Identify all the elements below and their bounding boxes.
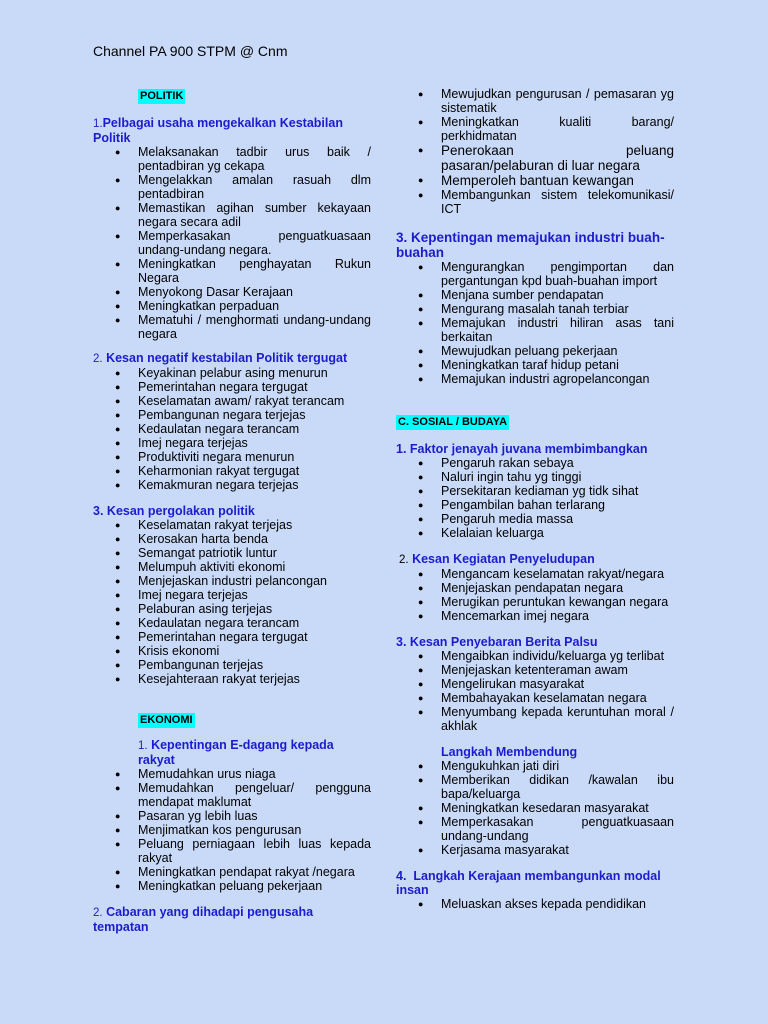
list-item: ● Mengelakkan amalan rasuah dlm pentadbiran: [93, 173, 371, 201]
section-title: 3. Kepentingan memajukan industri buah-buahan: [396, 230, 665, 260]
list-item: ● Memberikan didikan /kawalan ibu bapa/keluarga: [396, 773, 674, 801]
list-item: ● Menjejaskan pendapatan negara: [396, 581, 674, 595]
list-item: ● Meluaskan akses kepada pendidikan: [396, 897, 674, 911]
list: [93, 518, 371, 686]
list-item: ● Memastikan agihan sumber kekayaan negara secara adil: [93, 201, 371, 229]
list-item: ● Membangunkan sistem telekomunikasi/ ICT: [396, 188, 674, 216]
section-title: 4. Langkah Kerajaan membangunkan modal insan: [396, 869, 661, 897]
list-item: ● Memajukan industri hiliran asas tani berkaitan: [396, 316, 674, 344]
list-item: ● Mewujudkan peluang pekerjaan: [396, 344, 674, 358]
list-item: ● Mencemarkan imej negara: [396, 609, 674, 623]
list-item: ● Keharmonian rakyat tergugat: [93, 464, 371, 478]
list-item: ● Kelalaian keluarga: [396, 526, 674, 540]
list-item: ● Peluang perniagaan lebih luas kepada rakyat: [93, 837, 371, 865]
list-item: ● Memajukan industri agropelancongan: [396, 372, 674, 386]
politik-tag: POLITIK: [140, 90, 184, 102]
list-item: ● Mewujudkan pengurusan / pemasaran yg sistematik: [396, 87, 674, 115]
section-title: 1. Faktor jenayah juvana membimbangkan: [396, 442, 648, 456]
list-item: ● Mematuhi / menghormati undang-undang negara: [93, 313, 371, 341]
list-item: ● Menyokong Dasar Kerajaan: [93, 285, 371, 299]
list-item: ● Naluri ingin tahu yg tinggi: [396, 470, 674, 484]
sosial-tag: C. SOSIAL / BUDAYA: [398, 416, 508, 428]
list-item: ● Mengurangkan pengimportan dan pergantungan kpd buah-buahan import: [396, 260, 674, 288]
list: [396, 897, 674, 911]
list-item: ● Mengukuhkan jati diri: [396, 759, 674, 773]
list-item: ● Meningkatkan peluang pekerjaan: [93, 879, 371, 893]
list: [396, 456, 674, 540]
section-title: 2. Kesan Kegiatan Penyeludupan: [399, 552, 595, 566]
list-item: ● Menjana sumber pendapatan: [396, 288, 674, 302]
list-item: ● Melumpuh aktiviti ekonomi: [93, 560, 371, 574]
list-item: ● Keyakinan pelabur asing menurun: [93, 366, 371, 380]
list: [93, 145, 371, 341]
list-item: ● Mengancam keselamatan rakyat/negara: [396, 567, 674, 581]
list-item: ● Meningkatkan kualiti barang/ perkhidmatan: [396, 115, 674, 143]
list-item: ● Persekitaran kediaman yg tidk sihat: [396, 484, 674, 498]
list-item: ● Kedaulatan negara terancam: [93, 422, 371, 436]
list: [396, 87, 674, 216]
list-item: ● Mengelirukan masyarakat: [396, 677, 674, 691]
list-item: ● Meningkatkan penghayatan Rukun Negara: [93, 257, 371, 285]
list-item: ● Semangat patriotik luntur: [93, 546, 371, 560]
list-item: ● Merugikan peruntukan kewangan negara: [396, 595, 674, 609]
list-item: ● Krisis ekonomi: [93, 644, 371, 658]
section-title: 1. Kepentingan E-dagang kepada rakyat: [138, 738, 334, 767]
list-item: ● Meningkatkan kesedaran masyarakat: [396, 801, 674, 815]
list-item: ● Kemakmuran negara terjejas: [93, 478, 371, 492]
list-item: ● Keselamatan rakyat terjejas: [93, 518, 371, 532]
left-column: [93, 86, 371, 934]
list-item: ● Pembangunan negara terjejas: [93, 408, 371, 422]
list-item: ● Mengurang masalah tanah terbiar: [396, 302, 674, 316]
list-item: ● Pelaburan asing terjejas: [93, 602, 371, 616]
section-title: 3. Kesan Penyebaran Berita Palsu: [396, 635, 598, 649]
list-item: ● Kedaulatan negara terancam: [93, 616, 371, 630]
section-title: 3. Kesan pergolakan politik: [93, 504, 255, 518]
list-item: ● Melaksanakan tadbir urus baik / pentadbiran yg cekapa: [93, 145, 371, 173]
list-item: ● Imej negara terjejas: [93, 588, 371, 602]
list-item: ● Menjejaskan ketenteraman awam: [396, 663, 674, 677]
list-item: ● Penerokaan peluang pasaran/pelaburan di luar negara: [396, 143, 674, 173]
list: [396, 649, 674, 733]
ekonomi-tag: EKONOMI: [140, 714, 193, 726]
list: [396, 260, 674, 386]
list: [93, 366, 371, 492]
list-item: ● Keselamatan awam/ rakyat terancam: [93, 394, 371, 408]
list-item: ● Kerosakan harta benda: [93, 532, 371, 546]
page-header: Channel PA 900 STPM @ Cnm: [93, 43, 288, 59]
list-item: ● Memperoleh bantuan kewangan: [396, 173, 674, 188]
list: [396, 759, 674, 857]
list-item: ● Pengaruh media massa: [396, 512, 674, 526]
list-item: ● Menjimatkan kos pengurusan: [93, 823, 371, 837]
section-title: 2. Cabaran yang dihadapi pengusaha tempatan: [93, 905, 314, 934]
list-item: ● Pasaran yg lebih luas: [93, 809, 371, 823]
list-item: ● Menjejaskan industri pelancongan: [93, 574, 371, 588]
list-item: ● Imej negara terjejas: [93, 436, 371, 450]
list: [396, 567, 674, 623]
list-item: ● Menyumbang kepada keruntuhan moral / akhlak: [396, 705, 674, 733]
list-item: ● Memperkasakan penguatkuasaan undang-undang: [396, 815, 674, 843]
list-item: ● Memperkasakan penguatkuasaan undang-undang negara.: [93, 229, 371, 257]
list-item: ● Pengambilan bahan terlarang: [396, 498, 674, 512]
list: [93, 767, 371, 893]
list-item: ● Mengaibkan individu/keluarga yg terlibat: [396, 649, 674, 663]
list-item: ● Pemerintahan negara tergugat: [93, 380, 371, 394]
section-title: Langkah Membendung: [441, 745, 578, 759]
list-item: ● Kerjasama masyarakat: [396, 843, 674, 857]
list-item: ● Meningkatkan taraf hidup petani: [396, 358, 674, 372]
list-item: ● Meningkatkan perpaduan: [93, 299, 371, 313]
list-item: ● Pembangunan terjejas: [93, 658, 371, 672]
list-item: ● Memudahkan pengeluar/ pengguna mendapat maklumat: [93, 781, 371, 809]
list-item: ● Produktiviti negara menurun: [93, 450, 371, 464]
list-item: ● Pengaruh rakan sebaya: [396, 456, 674, 470]
list-item: ● Pemerintahan negara tergugat: [93, 630, 371, 644]
section-title: 1.Pelbagai usaha mengekalkan Kestabilan Politik: [93, 116, 343, 145]
list-item: ● Memudahkan urus niaga: [93, 767, 371, 781]
list-item: ● Meningkatkan pendapat rakyat /negara: [93, 865, 371, 879]
list-item: ● Membahayakan keselamatan negara: [396, 691, 674, 705]
right-column: [396, 87, 674, 911]
list-item: ● Kesejahteraan rakyat terjejas: [93, 672, 371, 686]
section-title: 2. Kesan negatif kestabilan Politik tergugat: [93, 351, 348, 365]
